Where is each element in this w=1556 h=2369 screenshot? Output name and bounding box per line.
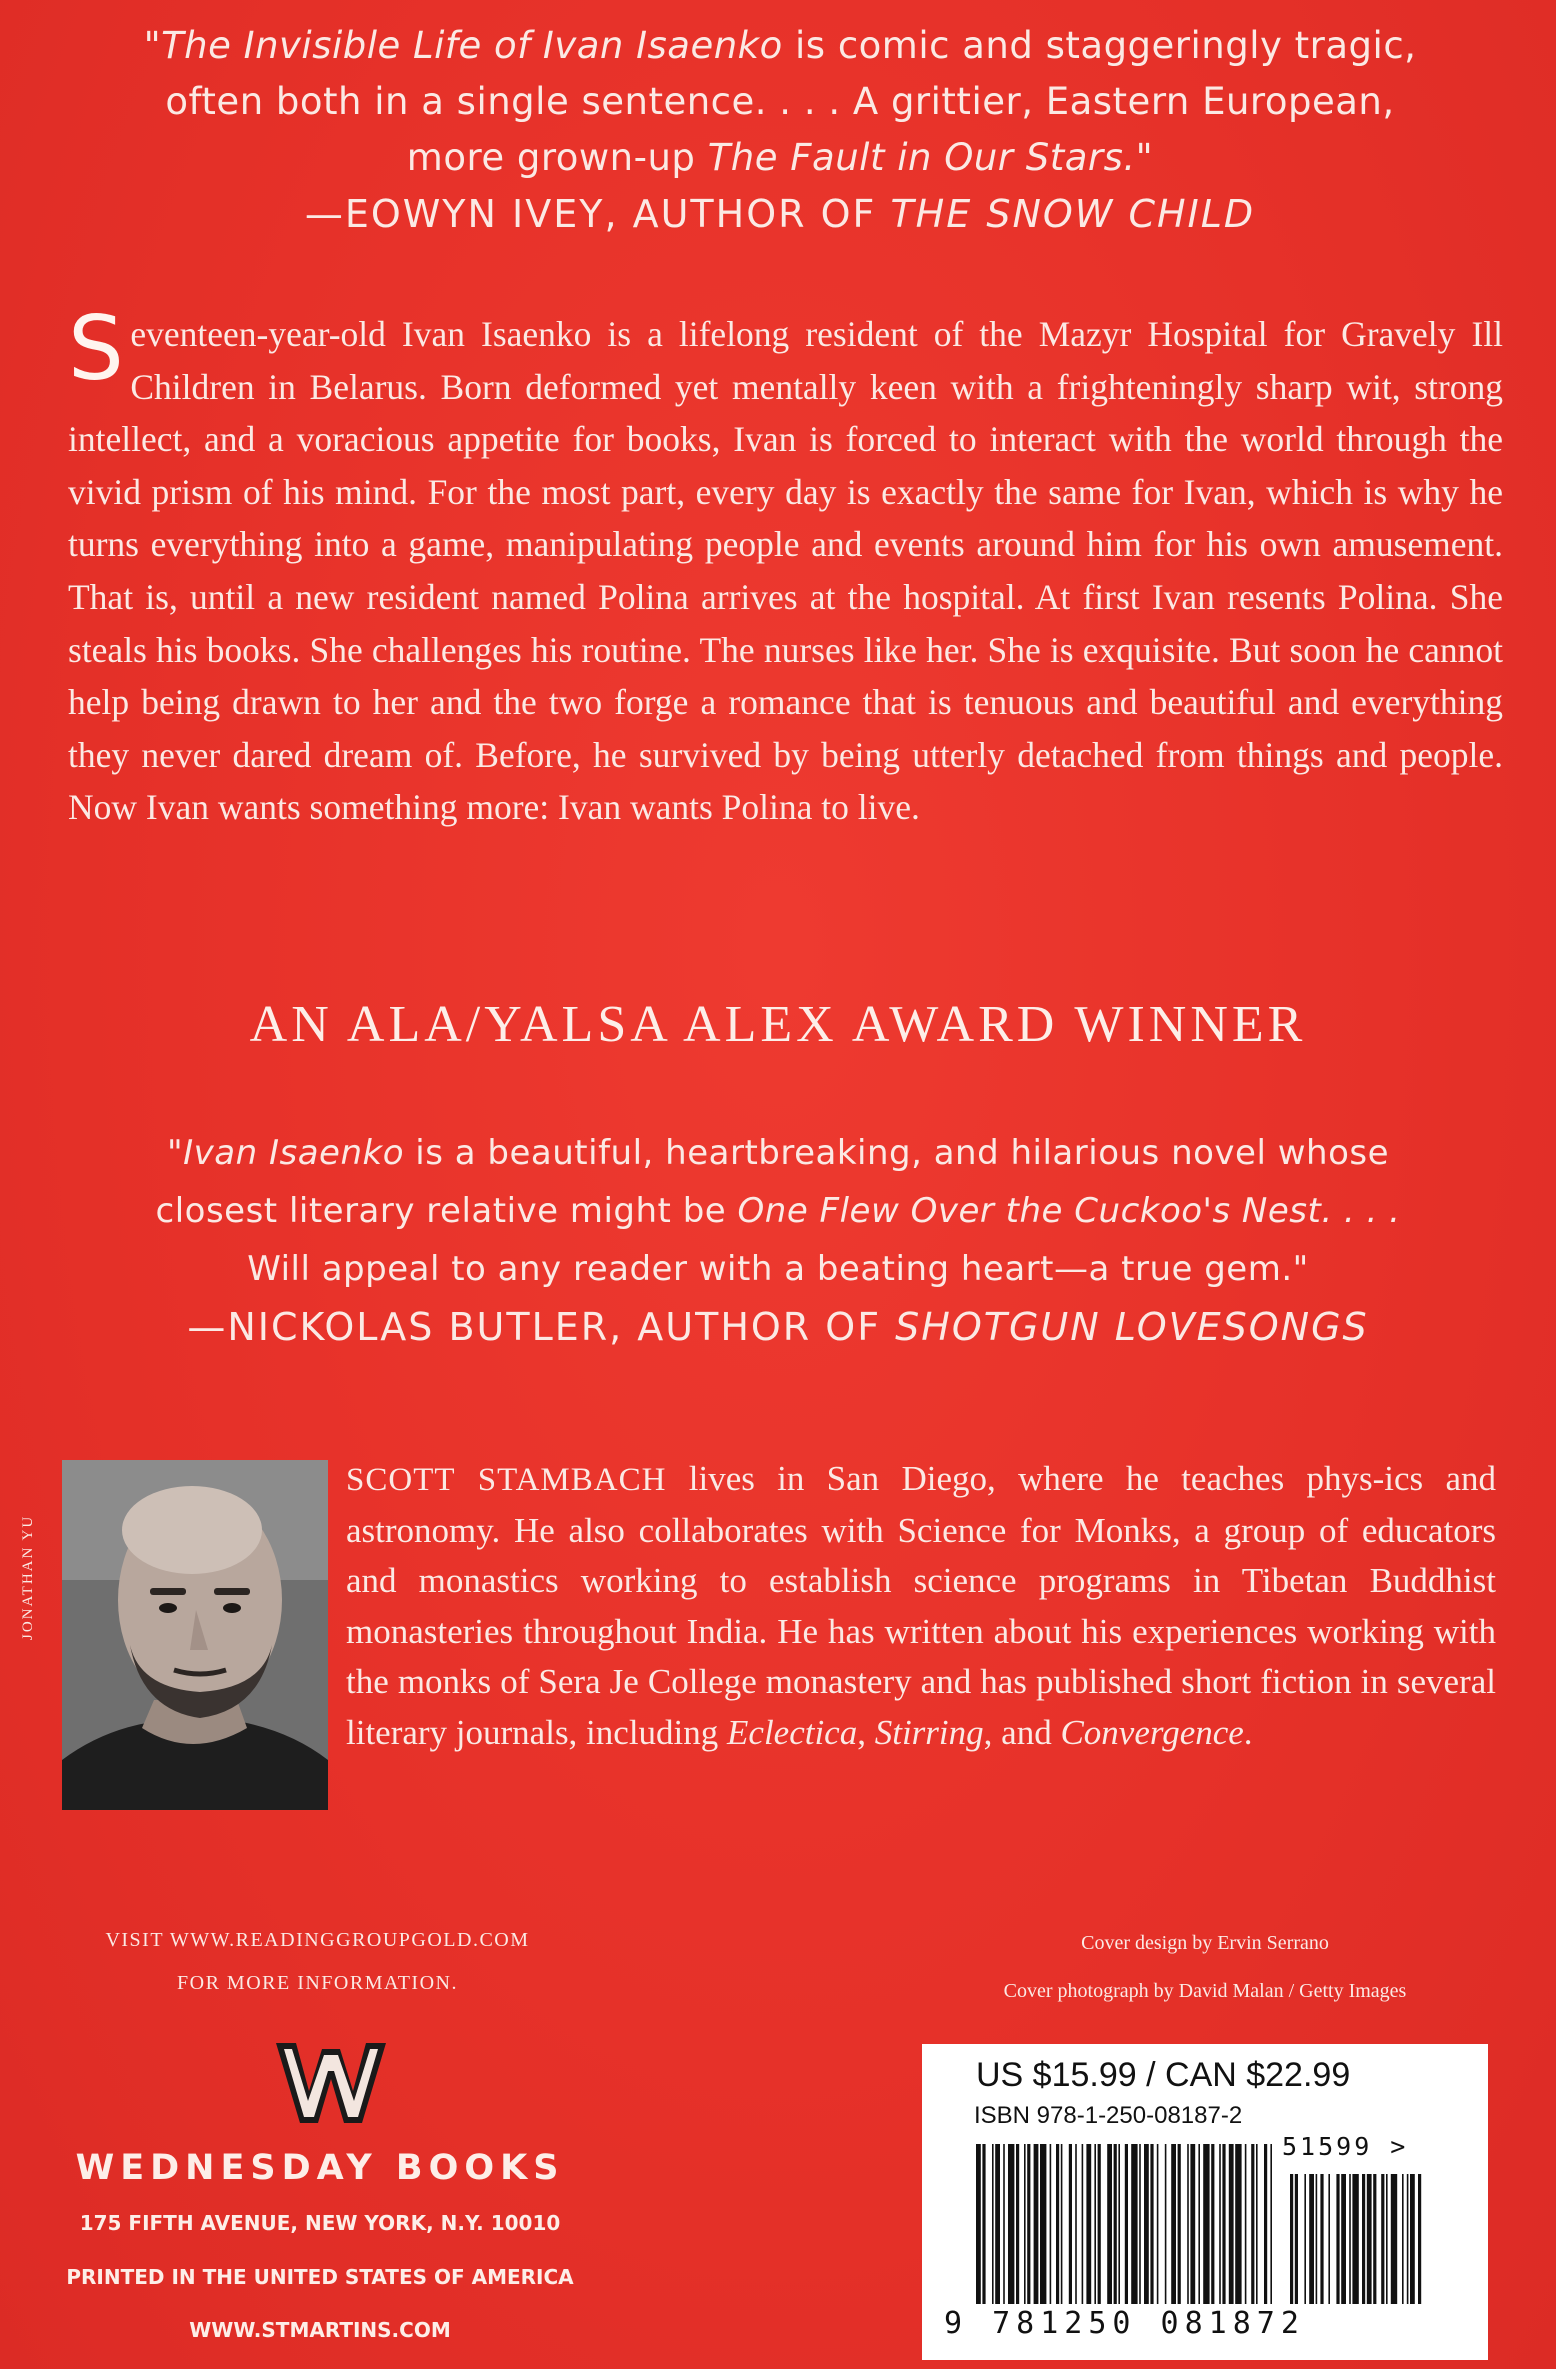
barcode-addon-bar — [1373, 2174, 1376, 2304]
barcode-addon-bar — [1295, 2174, 1298, 2304]
barcode-bar — [1003, 2144, 1005, 2304]
barcode-digits: 9 781250 081872 — [944, 2306, 1305, 2341]
cover-design-credit: Cover design by Ervin Serrano — [1081, 1932, 1329, 1954]
barcode-bar — [995, 2144, 1000, 2304]
quote1-attribution: —EOWYN IVEY, AUTHOR OF — [304, 192, 891, 236]
publisher-website: WWW.STMARTINS.COM — [189, 2318, 451, 2342]
quote2-attribution-title: SHOTGUN LOVESONGS — [895, 1305, 1369, 1349]
barcode-bar — [1171, 2144, 1176, 2304]
barcode-addon-bar — [1336, 2174, 1339, 2304]
author-bio: SCOTT STAMBACH lives in San Diego, where he teaches phys-ics and astronomy. He also collaborates with Science for Monks, a group of educators and monastics working to establish science programs in Tibetan Buddhist monasteries throughout India. He has written about his experiences working with the monks of Sera Je College monastery and has published short fiction in several literary journals, including Eclectica, Stirring, and Convergence. — [346, 1459, 1496, 1752]
barcode-bar — [1157, 2144, 1159, 2304]
barcode-bar — [1235, 2144, 1241, 2304]
barcode-bar — [992, 2144, 994, 2304]
barcode-bar — [1251, 2144, 1254, 2304]
publisher-name: WEDNESDAY BOOKS — [75, 2148, 565, 2188]
quote1-title: "The Invisible Life of Ivan Isaenko — [143, 24, 783, 67]
barcode-bar — [1107, 2144, 1112, 2304]
author-portrait-image — [62, 1460, 328, 1810]
review-quote-ivey — [80, 18, 1480, 242]
barcode-bar — [1061, 2144, 1063, 2304]
author-photo — [62, 1460, 328, 1810]
publisher-address: 175 FIFTH AVENUE, NEW YORK, N.Y. 10010 — [79, 2211, 561, 2235]
barcode-bar — [1131, 2144, 1137, 2304]
barcode-addon-bar — [1316, 2174, 1318, 2304]
barcode-bar — [1086, 2144, 1091, 2304]
barcode-bar — [1024, 2144, 1026, 2304]
barcode-bar — [1264, 2144, 1267, 2304]
visit-info-line: FOR MORE INFORMATION. — [177, 1972, 458, 1994]
barcode-bar — [1144, 2144, 1149, 2304]
barcode-addon-bar — [1386, 2174, 1388, 2304]
barcode-bar — [1245, 2144, 1247, 2304]
barcode-bar — [1219, 2144, 1221, 2304]
barcode-addon-bar — [1381, 2174, 1384, 2304]
barcode-bar — [1165, 2144, 1167, 2304]
barcode-bar — [1008, 2144, 1014, 2304]
book-description — [68, 297, 1503, 834]
barcode-bar — [1203, 2144, 1209, 2304]
barcode-addon-bar — [1309, 2174, 1314, 2304]
barcode-addon-bar — [1352, 2174, 1358, 2304]
journal-stirring: Stirring — [874, 1712, 984, 1752]
barcode-addon-bar — [1367, 2174, 1372, 2304]
quote2-line2: closest literary relative might be — [155, 1191, 738, 1231]
barcode-bar — [1150, 2144, 1153, 2304]
description-text: eventeen-year-old Ivan Isaenko is a lifelong resident of the Mazyr Hospital for Gravely Ill Children in Belarus. Born deformed yet mentally keen with a frighteningly sharp wit, strong intellect, and a voracious appetite for books, Ivan is forced to interact with the world through the vivid prism of his mind. For the most part, every day is exactly the same for Ivan, which is why he turns everything into a game, manipulating people and events around him for his own amusement. That is, until a new resident named Polina arrives at the hospital. At first Ivan resents Polina. She steals his books. She challenges his routine. The nurses like her. She is exquisite. But soon he cannot help being drawn to her and the two forge a romance that is tenuous and beautiful and everything they never dared dream of. Before, he survived by being utterly detached from things and people. Now Ivan wants something more: Ivan wants Polina to live. — [68, 314, 1503, 828]
barcode-bar — [1040, 2144, 1046, 2304]
barcode-bar — [1098, 2144, 1101, 2304]
barcode-addon-bar — [1362, 2174, 1365, 2304]
barcode-bar — [1256, 2144, 1258, 2304]
visit-url-line: VISIT WWW.READINGGROUPGOLD.COM — [105, 1929, 530, 1951]
barcode-addon-bar — [1304, 2174, 1306, 2304]
quote1-attribution-title: THE SNOW CHILD — [890, 192, 1256, 236]
cover-credits — [930, 1919, 1480, 2015]
cover-photo-credit: Cover photograph by David Malan / Getty Images — [1003, 1980, 1407, 2002]
barcode-bar — [1027, 2144, 1030, 2304]
reading-group-notice — [50, 1919, 585, 2005]
w-logo-icon — [270, 2035, 392, 2130]
barcode-addon-bar — [1418, 2174, 1421, 2304]
bio-text: lives in San Diego, where he teaches phys-ics and astronomy. He also collaborates with Science for Monks, a group of educators and monastics working to establish science programs in Tibetan Buddhist monasteries throughout India. He has written about his experiences working with the monks of Sera Je College monastery and has published short fiction in several literary journals, including — [346, 1459, 1496, 1752]
barcode-addon-bar — [1391, 2174, 1397, 2304]
price-text: US $15.99 / CAN $22.99 — [976, 2056, 1351, 2094]
printed-in-line: PRINTED IN THE UNITED STATES OF AMERICA — [66, 2265, 574, 2289]
drop-cap: S — [68, 297, 125, 400]
quote1-title-ref: The Fault in Our Stars." — [707, 136, 1154, 179]
wednesday-books-logo — [270, 2035, 392, 2130]
barcode-bar — [1198, 2144, 1200, 2304]
barcode-bar — [1050, 2144, 1052, 2304]
quote1-line2: often both in a single sentence. . . . A grittier, Eastern European, — [165, 80, 1395, 123]
review-quote-butler — [90, 1124, 1466, 1356]
barcode-bar — [1229, 2144, 1234, 2304]
barcode-addon-bar — [1290, 2174, 1293, 2304]
author-name: SCOTT STAMBACH — [346, 1462, 667, 1498]
barcode-bar — [1190, 2144, 1195, 2304]
barcode-bar — [1034, 2144, 1039, 2304]
barcode-bar — [1016, 2144, 1019, 2304]
award-banner: AN ALA/YALSA ALEX AWARD WINNER — [249, 996, 1307, 1053]
quote2-title: "Ivan Isaenko — [166, 1133, 404, 1173]
barcode-bar — [1270, 2144, 1272, 2304]
barcode-addon-bar — [1349, 2174, 1351, 2304]
barcode-bar — [1082, 2144, 1084, 2304]
quote2-line3: Will appeal to any reader with a beating heart—a true gem." — [247, 1249, 1309, 1289]
barcode-addon-bar — [1320, 2174, 1323, 2304]
barcode-bar — [1125, 2144, 1128, 2304]
quote2-text: is a beautiful, heartbreaking, and hilarious novel whose — [404, 1133, 1389, 1173]
barcode-bar — [976, 2144, 981, 2304]
barcode-bar — [1187, 2144, 1189, 2304]
barcode-bar — [1075, 2144, 1077, 2304]
barcode-bar — [1114, 2144, 1117, 2304]
barcode-bar — [1178, 2144, 1181, 2304]
quote2-attribution: —NICKOLAS BUTLER, AUTHOR OF — [187, 1305, 896, 1349]
barcode-bar — [1139, 2144, 1141, 2304]
journal-eclectica: Eclectica — [727, 1712, 858, 1752]
barcode-addon-bar — [1341, 2174, 1346, 2304]
barcode-addon-bar — [1402, 2174, 1404, 2304]
quote1-text: is comic and staggeringly tragic, — [782, 24, 1417, 67]
isbn-barcode — [974, 2144, 1430, 2304]
price-addon-code: 51599 > — [1282, 2132, 1409, 2161]
journal-convergence: Convergence — [1060, 1712, 1244, 1752]
barcode-addon-bar — [1328, 2174, 1330, 2304]
barcode-bar — [1211, 2144, 1214, 2304]
quote1-line3: more grown-up — [406, 136, 708, 179]
barcode-bar — [982, 2144, 985, 2304]
barcode-bar — [1118, 2144, 1120, 2304]
barcode-bar — [1094, 2144, 1096, 2304]
barcode-addon-bar — [1410, 2174, 1415, 2304]
barcode-bar — [1069, 2144, 1072, 2304]
quote2-title-ref: One Flew Over the Cuckoo's Nest. . . . — [737, 1191, 1401, 1231]
photo-credit: JONATHAN YU — [20, 1514, 36, 1640]
barcode-addon-bar — [1407, 2174, 1409, 2304]
barcode-bar — [1056, 2144, 1059, 2304]
isbn-text: ISBN 978-1-250-08187-2 — [974, 2102, 1243, 2129]
barcode-bar — [1222, 2144, 1225, 2304]
price-barcode-label — [922, 2044, 1488, 2360]
